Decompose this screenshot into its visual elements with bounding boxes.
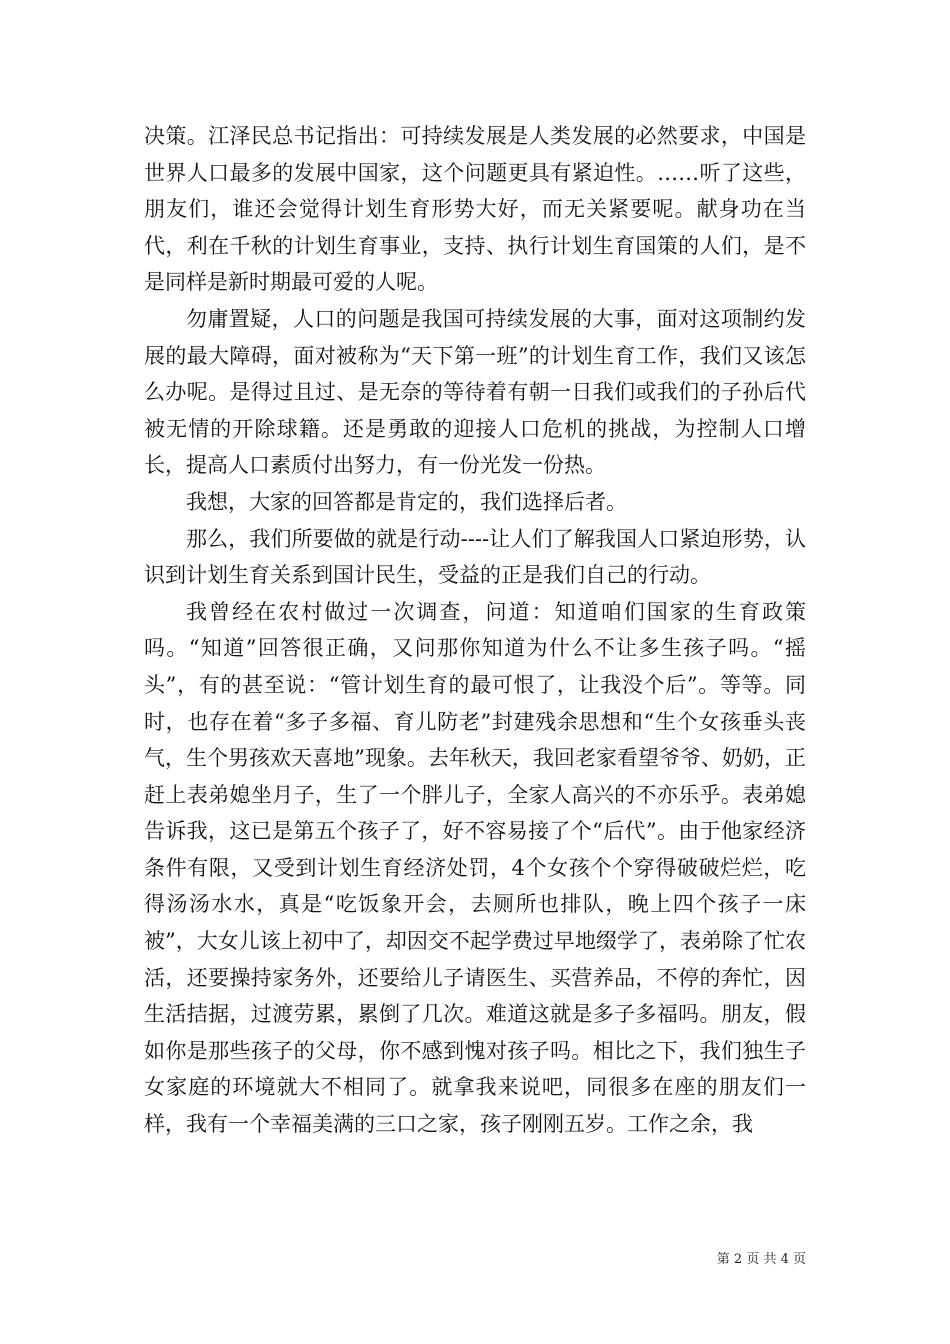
body-text bbox=[144, 118, 806, 1143]
page-number-footer: 第 2 页 共 4 页 bbox=[716, 1252, 806, 1267]
paragraph-1: 决策。江泽民总书记指出：可持续发展是人类发展的必然要求，中国是世界人口最多的发展中国家，这个问题更具有紧迫性。……听了这些，朋友们，谁还会觉得计划生育形势大好，而无关紧要呢。献身功在当代，利在千秋的计划生育事业，支持、执行计划生育国策的人们，是不是同样是新时期最可爱的人呢。 bbox=[144, 124, 806, 295]
paragraph-5: 我曾经在农村做过一次调查，问道：知道咱们国家的生育政策吗。“知道”回答很正确，又问那你知道为什么不让多生孩子吗。“摇头”，有的甚至说：“管计划生育的最可恨了，让我没个后”。等等。同时，也存在着“多子多福、育儿防老”封建残余思想和“生个女孩垂头丧气，生个男孩欢天喜地”现象。去年秋天，我回老家看望爷爷、奶奶，正赶上表弟媳坐月子，生了一个胖儿子，全家人高兴的不亦乐乎。表弟媳告诉我，这已是第五个孩子了，好不容易接了个“后代”。由于他家经济条件有限，又受到计划生育经济处罚，4个女孩个个穿得破破烂烂，吃得汤汤水水，真是“吃饭象开会，去厕所也排队，晚上四个孩子一床被”，大女儿该上初中了，却因交不起学费过早地缀学了，表弟除了忙农活，还要操持家务外，还要给儿子请医生、买营养品，不停的奔忙，因生活拮据，过渡劳累，累倒了几次。难道这就是多子多福吗。朋友，假如你是那些孩子的父母，你不感到愧对孩子吗。相比之下，我们独生子女家庭的环境就大不相同了。就拿我来说吧，同很多在座的朋友们一样，我有一个幸福美满的三口之家，孩子刚刚五岁。工作之余，我 bbox=[144, 599, 806, 1137]
paragraph-4: 那么，我们所要做的就是行动----让人们了解我国人口紧迫形势，认识到计划生育关系到国计民生，受益的正是我们自己的行动。 bbox=[144, 526, 806, 588]
paragraph-2: 勿庸置疑，人口的问题是我国可持续发展的大事，面对这项制约发展的最大障碍，面对被称为“天下第一班”的计划生育工作，我们又该怎么办呢。是得过且过、是无奈的等待着有朝一日我们或我们的子孙后代被无情的开除球籍。还是勇敢的迎接人口危机的挑战，为控制人口增长，提高人口素质付出努力，有一份光发一份热。 bbox=[144, 306, 806, 478]
paragraph-3: 我想，大家的回答都是肯定的，我们选择后者。 bbox=[186, 489, 627, 514]
